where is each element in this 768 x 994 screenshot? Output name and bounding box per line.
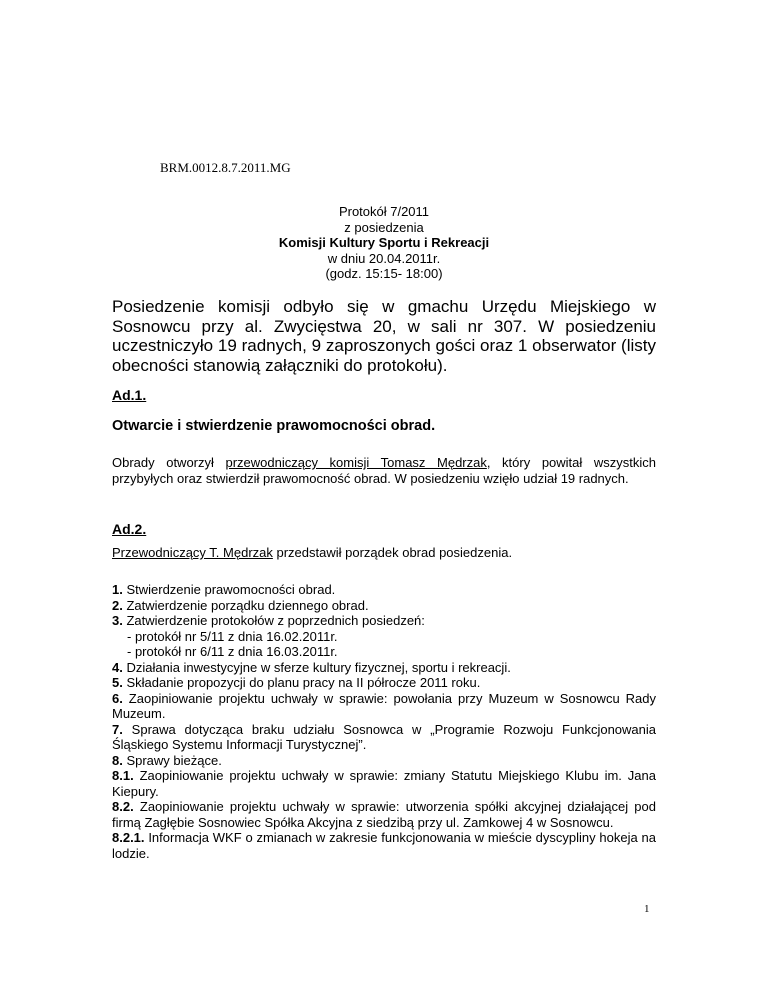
agenda-item-number: 4. — [112, 659, 123, 675]
agenda-item-number: 5. — [112, 675, 123, 690]
chairman-short-name: Przewodniczący T. Mędrzak — [112, 545, 273, 560]
agenda-item-number: 1. — [112, 582, 123, 597]
ad1-label: Ad.1. — [112, 387, 147, 403]
agenda-item-text: Stwierdzenie prawomocności obrad. — [122, 582, 336, 597]
agenda-item-4 — [112, 660, 656, 676]
meeting-date: w dniu 20.04.2011r. — [327, 250, 441, 266]
ad2-text-post: przedstawił porządek obrad posiedzenia. — [272, 545, 513, 560]
agenda-item-text: Zaopiniowanie projektu uchwały w sprawie: utworzenia spółki akcyjnej działającej pod firmą Zagłębie Sosnowiec Spółka Akcyjna z siedzibą przy ul. Zamkowej 4 w Sosnowcu. — [112, 799, 656, 830]
agenda-item-number: 8.2.1. — [112, 830, 145, 845]
agenda-item-number: 6. — [112, 690, 123, 706]
agenda-item-7 — [112, 722, 656, 753]
agenda-item-8 — [112, 753, 656, 769]
intro-paragraph: Posiedzenie komisji odbyło się w gmachu Urzędu Miejskiego w Sosnowcu przy al. Zwycięstwa 20, w sali nr 307. W posiedzeniu uczestniczyło 19 radnych, 9 zaproszonych gości oraz 1 obserwator (listy obecności stanowią załączniki do protokołu). — [112, 297, 656, 375]
ad1-title: Otwarcie i stwierdzenie prawomocności obrad. — [112, 418, 436, 434]
agenda-item-number: 2. — [112, 597, 123, 613]
chairman-name-link: przewodniczący komisji Tomasz Mędrzak — [225, 455, 487, 470]
protocol-number: Protokół 7/2011 — [338, 204, 430, 219]
agenda-item-text: Zatwierdzenie protokołów z poprzednich posiedzeń: — [122, 613, 425, 628]
agenda-item-5 — [112, 675, 656, 691]
agenda-item-text: Sprawa dotycząca braku udziału Sosnowca w „Programie Rozwoju Funkcjonowania Śląskiego Systemu Informacji Turystycznej”. — [112, 721, 656, 752]
document-reference-number: BRM.0012.8.7.2011.MG — [160, 160, 291, 175]
protocol-subtitle: z posiedzenia — [344, 219, 424, 235]
ad1-text-pre: Obrady otworzył — [112, 455, 226, 470]
agenda-item-text: Składanie propozycji do planu pracy na II półrocze 2011 roku. — [122, 675, 481, 690]
agenda-item-number: 8.1. — [112, 768, 134, 783]
ad1-paragraph — [112, 455, 656, 486]
agenda-item-3b: - protokół nr 6/11 z dnia 16.03.2011r. — [127, 644, 338, 659]
agenda-item-text: Zaopiniowanie projektu uchwały w sprawie: powołania przy Muzeum w Sosnowcu Rady Muzeum. — [112, 690, 656, 721]
agenda-item-3a: - protokół nr 5/11 z dnia 16.02.2011r. — [127, 628, 338, 644]
agenda-item-text: Sprawy bieżące. — [122, 752, 222, 768]
agenda-item-8-2-1 — [112, 830, 656, 861]
meeting-hours: (godz. 15:15- 18:00) — [325, 266, 443, 281]
page-number: 1 — [644, 903, 650, 915]
agenda-list — [112, 582, 656, 861]
agenda-item-3 — [112, 613, 656, 629]
agenda-item-number: 8. — [112, 752, 123, 768]
agenda-item-text: Informacja WKF o zmianach w zakresie funkcjonowania w mieście dyscypliny hokeja na lodzie. — [112, 830, 656, 861]
ad2-label: Ad.2. — [112, 521, 147, 537]
ad1-text-post: , który powitał wszystkich przybyłych oraz stwierdził prawomocność obrad. W posiedzeniu wzięło udział 19 radnych. — [112, 455, 656, 486]
agenda-item-8-1 — [112, 768, 656, 799]
agenda-item-2 — [112, 598, 656, 614]
committee-name: Komisji Kultury Sportu i Rekreacji — [278, 235, 490, 250]
protocol-header — [160, 204, 608, 282]
ad2-paragraph — [112, 545, 656, 561]
agenda-item-number: 7. — [112, 721, 123, 737]
agenda-item-6 — [112, 691, 656, 722]
agenda-item-number: 8.2. — [112, 799, 134, 814]
agenda-item-text: Działania inwestycyjne w sferze kultury fizycznej, sportu i rekreacji. — [122, 659, 511, 675]
agenda-item-text: Zatwierdzenie porządku dziennego obrad. — [122, 597, 369, 613]
agenda-item-8-2 — [112, 799, 656, 830]
agenda-item-text: Zaopiniowanie projektu uchwały w sprawie: zmiany Statutu Miejskiego Klubu im. Jana Kiepury. — [112, 768, 656, 799]
agenda-item-1 — [112, 582, 656, 598]
agenda-item-number: 3. — [112, 613, 123, 628]
